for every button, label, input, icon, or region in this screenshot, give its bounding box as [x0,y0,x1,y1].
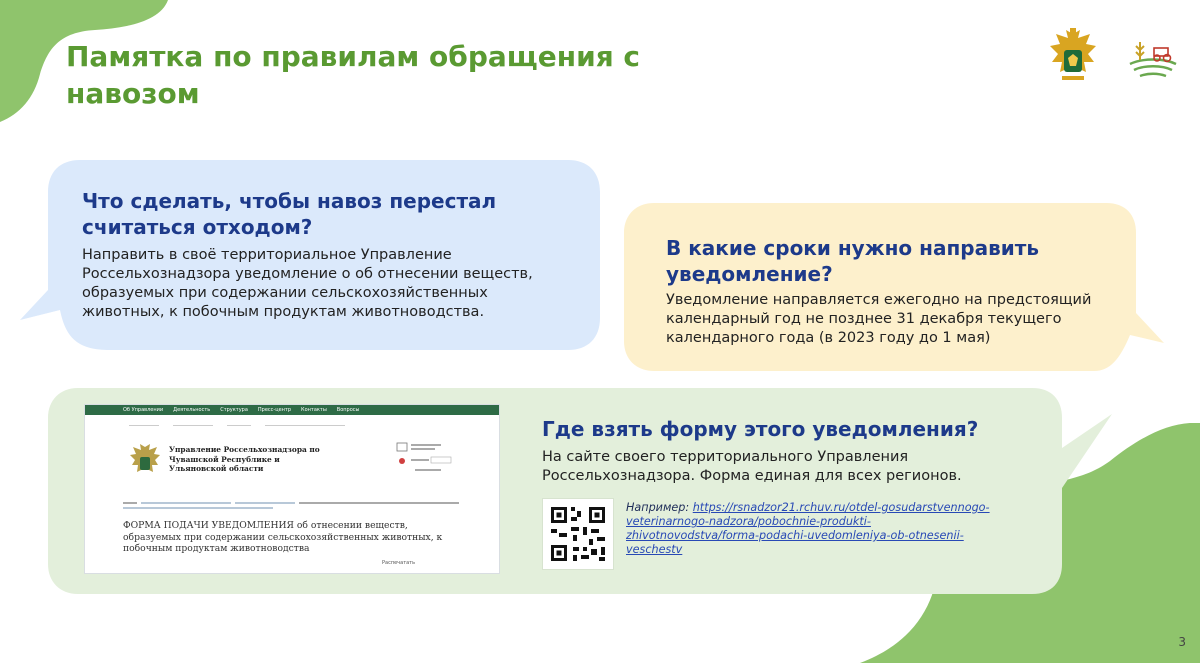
screenshot-nav-bar [85,405,499,415]
example-note [626,501,996,557]
screenshot-form-title: ФОРМА ПОДАЧИ УВЕДОМЛЕНИЯ об отнесении веществ, образуемых при содержании сельскохозяйственных животных, к побочным продуктам животноводства [123,520,443,554]
screenshot-side-widgets [393,441,493,477]
example-label: Например: [626,501,690,514]
screenshot-subnav [85,418,499,426]
screenshot-nav-item: Контакты [301,407,327,413]
screenshot-nav-item: Пресс-центр [257,407,292,413]
bubble-question-3 [48,388,1112,594]
bubble-question-2 [624,203,1164,371]
agro-logo-icon [1126,34,1180,80]
bubble-question-1 [20,160,600,350]
bubble-2-question: В какие сроки нужно направить уведомление? [666,236,1039,286]
crest-icon [129,443,161,479]
page-number: 3 [1178,635,1186,649]
qr-code-icon [543,499,613,569]
qr-code [542,498,614,570]
screenshot-nav-item: Структура [220,407,248,413]
screenshot-nav-item: Деятельность [173,407,211,413]
example-link[interactable]: https://rsnadzor21.rchuv.ru/otdel-gosudarstvennogo-veterinarnogo-nadzora/pobochnie-produkti-zhivotnovodstva/forma-podachi-uvedomleniya-ob-otnesenii-veschestv [626,501,990,556]
emblem-icon [1046,28,1100,86]
screenshot-nav-item: Об Управлении [123,407,164,413]
bubble-3-question: Где взять форму этого уведомления? [542,417,979,441]
screenshot-breadcrumbs [123,500,463,512]
screenshot-org-name: Управление Россельхознадзора по Чувашской Республике и Ульяновской области [169,445,320,473]
website-screenshot [84,404,500,574]
bubble-2-answer: Уведомление направляется ежегодно на предстоящий календарный год не позднее 31 декабря текущего календарного года (в 2023 году до 1 мая) [666,292,1092,346]
page-title: Памятка по правилам обращения с навозом [66,40,641,110]
screenshot-nav-item: Вопросы [336,407,360,413]
bubble-1-answer: Направить в своё территориальное Управление Россельхознадзора уведомление о об отнесении веществ, образуемых при содержании сельскохозяйственных животных, к побочным продуктам животноводства. [82,247,533,320]
screenshot-print-link: Распечатать [382,560,416,566]
bubble-3-answer: На сайте своего территориального Управления Россельхознадзора. Форма единая для всех регионов. [542,449,962,484]
bubble-1-question: Что сделать, чтобы навоз перестал считаться отходом? [82,189,497,239]
logos [1046,28,1180,86]
